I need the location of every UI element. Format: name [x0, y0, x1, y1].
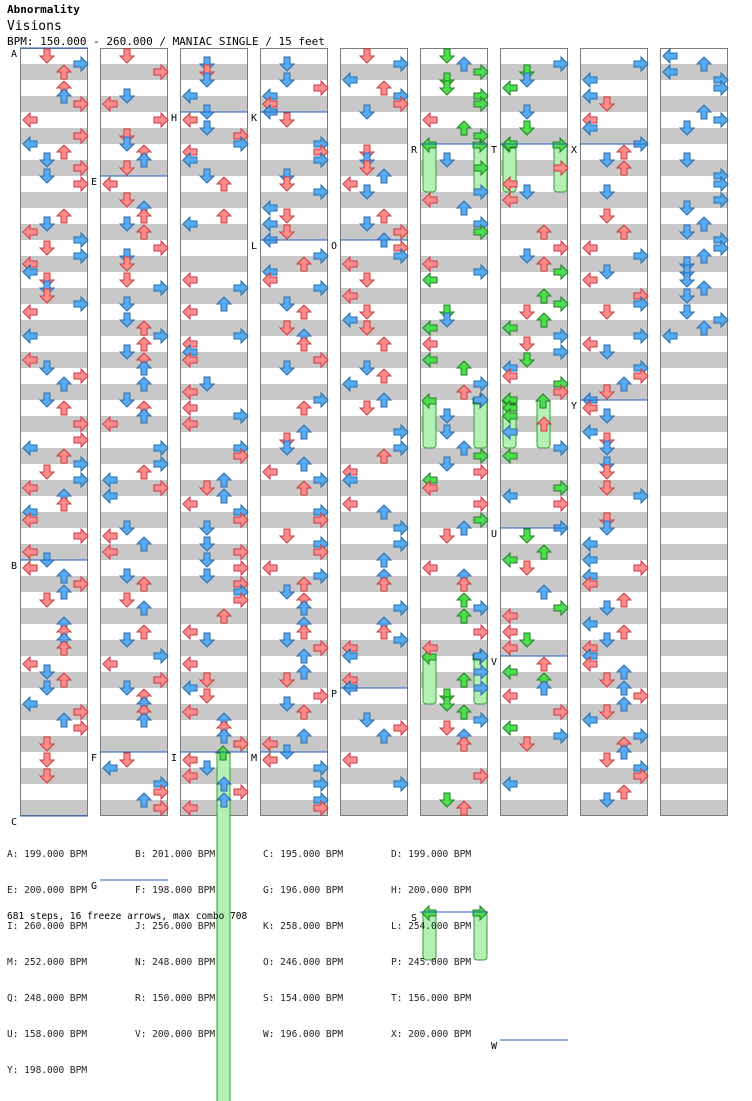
beat-stripe	[340, 560, 408, 576]
chart-summary: 681 steps, 16 freeze arrows, max combo 708	[7, 911, 248, 922]
bpm-entry: S: 154.000 BPM	[263, 993, 344, 1004]
beat-stripe	[180, 640, 248, 656]
beat-stripe	[660, 752, 728, 768]
beat-stripe	[660, 560, 728, 576]
beat-stripe	[180, 608, 248, 624]
beat-stripe	[20, 784, 88, 800]
beat-stripe	[100, 384, 168, 400]
bpm-entry: P: 245.000 BPM	[391, 957, 472, 968]
beat-stripe	[660, 768, 728, 784]
beat-stripe	[660, 576, 728, 592]
beat-stripe	[260, 304, 328, 320]
bpm-entry: E: 200.000 BPM	[7, 885, 88, 896]
beat-stripe	[660, 432, 728, 448]
beat-stripe	[660, 736, 728, 752]
beat-stripe	[340, 336, 408, 352]
section-marker: A	[11, 49, 18, 60]
bpm-entry: X: 200.000 BPM	[391, 1029, 472, 1040]
beat-stripe	[20, 640, 88, 656]
beat-stripe	[100, 512, 168, 528]
beat-stripe	[660, 592, 728, 608]
beat-stripe	[260, 448, 328, 464]
beat-stripe	[660, 720, 728, 736]
beat-stripe	[580, 800, 648, 816]
beat-stripe	[500, 96, 568, 112]
beat-stripe	[20, 80, 88, 96]
section-marker: E	[91, 177, 98, 188]
beat-stripe	[420, 752, 488, 768]
beat-stripe	[340, 704, 408, 720]
bpm-entry: M: 252.000 BPM	[7, 957, 88, 968]
beat-stripe	[660, 416, 728, 432]
beat-stripe	[180, 176, 248, 192]
beat-stripe	[420, 736, 488, 752]
beat-stripe	[500, 576, 568, 592]
beat-stripe	[100, 304, 168, 320]
section-marker: P	[331, 689, 338, 700]
beat-stripe	[420, 576, 488, 592]
beat-stripe	[660, 464, 728, 480]
section-marker: C	[11, 817, 18, 828]
beat-stripe	[660, 608, 728, 624]
bpm-entry: V: 200.000 BPM	[135, 1029, 216, 1040]
beat-stripe	[660, 384, 728, 400]
section-marker: G	[91, 881, 98, 892]
beat-stripe	[100, 224, 168, 240]
beat-stripe	[100, 688, 168, 704]
bpm-legend-col-2	[135, 825, 215, 1065]
beat-stripe	[580, 592, 648, 608]
beat-stripe	[20, 800, 88, 816]
beat-stripe	[100, 608, 168, 624]
beat-stripe	[20, 608, 88, 624]
beat-stripe	[260, 416, 328, 432]
bpm-legend-col-1	[7, 825, 87, 1101]
bpm-entry: J: 256.000 BPM	[135, 921, 216, 932]
beat-stripe	[100, 736, 168, 752]
beat-stripe	[260, 656, 328, 672]
bpm-entry: I: 260.000 BPM	[7, 921, 88, 932]
beat-stripe	[20, 384, 88, 400]
beat-stripe	[660, 448, 728, 464]
beat-stripe	[660, 624, 728, 640]
beat-stripe	[340, 800, 408, 816]
beat-stripe	[420, 240, 488, 256]
section-marker: W	[491, 1041, 498, 1052]
beat-stripe	[180, 528, 248, 544]
beat-stripe	[660, 640, 728, 656]
song-artist: Visions	[7, 19, 62, 34]
beat-stripe	[260, 64, 328, 80]
beat-stripe	[580, 192, 648, 208]
section-marker: M	[251, 753, 258, 764]
beat-stripe	[660, 96, 728, 112]
bpm-entry: H: 200.000 BPM	[391, 885, 472, 896]
bpm-entry: R: 150.000 BPM	[135, 993, 216, 1004]
beat-stripe	[180, 48, 248, 64]
beat-stripe	[180, 240, 248, 256]
bpm-entry: A: 199.000 BPM	[7, 849, 88, 860]
beat-stripe	[660, 704, 728, 720]
bpm-entry: T: 156.000 BPM	[391, 993, 472, 1004]
beat-stripe	[420, 784, 488, 800]
beat-stripe	[660, 496, 728, 512]
beat-stripe	[580, 224, 648, 240]
beat-stripe	[100, 208, 168, 224]
bpm-entry: U: 158.000 BPM	[7, 1029, 88, 1040]
beat-stripe	[100, 720, 168, 736]
beat-stripe	[580, 176, 648, 192]
chart-info: BPM: 150.000 - 260.000 / MANIAC SINGLE / 15 feet	[7, 35, 325, 48]
chart-column	[660, 48, 728, 816]
section-marker: L	[251, 241, 258, 252]
beat-stripe	[420, 544, 488, 560]
beat-stripe	[660, 784, 728, 800]
bpm-entry: N: 248.000 BPM	[135, 957, 216, 968]
chart-column	[100, 48, 168, 816]
bpm-legend-col-4	[391, 825, 471, 1065]
beat-stripe	[660, 400, 728, 416]
beat-stripe	[20, 400, 88, 416]
beat-stripe	[260, 368, 328, 384]
beat-stripe	[180, 256, 248, 272]
beat-stripe	[100, 144, 168, 160]
beat-stripe	[260, 720, 328, 736]
beat-stripe	[20, 672, 88, 688]
bpm-entry: Y: 198.000 BPM	[7, 1065, 88, 1076]
beat-stripe	[660, 800, 728, 816]
beat-stripe	[180, 464, 248, 480]
beat-stripe	[100, 368, 168, 384]
beat-stripe	[580, 448, 648, 464]
bpm-entry: L: 254.000 BPM	[391, 921, 472, 932]
beat-stripe	[20, 192, 88, 208]
section-marker: I	[171, 753, 178, 764]
beat-stripe	[500, 224, 568, 240]
beat-stripe	[420, 288, 488, 304]
beat-stripe	[660, 544, 728, 560]
beat-stripe	[500, 208, 568, 224]
section-marker: H	[171, 113, 178, 124]
beat-stripe	[100, 400, 168, 416]
section-marker: U	[491, 529, 498, 540]
beat-stripe	[340, 736, 408, 752]
beat-stripe	[260, 624, 328, 640]
beat-stripe	[660, 528, 728, 544]
beat-stripe	[180, 368, 248, 384]
beat-stripe	[580, 160, 648, 176]
beat-stripe	[100, 560, 168, 576]
section-marker: R	[411, 145, 418, 156]
section-marker: V	[491, 657, 498, 668]
section-marker: X	[571, 145, 578, 156]
beat-stripe	[100, 576, 168, 592]
bpm-entry: K: 258.000 BPM	[263, 921, 344, 932]
beat-stripe	[660, 656, 728, 672]
bpm-legend-col-3	[263, 825, 343, 1065]
beat-stripe	[340, 112, 408, 128]
bpm-entry: G: 196.000 BPM	[263, 885, 344, 896]
section-marker: O	[331, 241, 338, 252]
beat-stripe	[500, 112, 568, 128]
beat-stripe	[500, 464, 568, 480]
bpm-entry: Q: 248.000 BPM	[7, 993, 88, 1004]
beat-stripe	[100, 352, 168, 368]
beat-stripe	[340, 576, 408, 592]
section-marker: K	[251, 113, 258, 124]
bpm-entry: O: 246.000 BPM	[263, 957, 344, 968]
beat-stripe	[260, 608, 328, 624]
beat-stripe	[340, 208, 408, 224]
beat-stripe	[180, 720, 248, 736]
beat-stripe	[660, 128, 728, 144]
beat-stripe	[500, 800, 568, 816]
song-title: Abnormality	[7, 3, 80, 16]
beat-stripe	[660, 208, 728, 224]
section-marker: F	[91, 753, 98, 764]
beat-stripe	[660, 144, 728, 160]
bpm-entry: F: 198.000 BPM	[135, 885, 216, 896]
beat-stripe	[260, 48, 328, 64]
beat-stripe	[340, 192, 408, 208]
beat-stripe	[660, 352, 728, 368]
bpm-entry: D: 199.000 BPM	[391, 849, 472, 860]
beat-stripe	[420, 800, 488, 816]
section-marker: T	[491, 145, 498, 156]
beat-stripe	[340, 128, 408, 144]
beat-stripe	[660, 480, 728, 496]
beat-stripe	[660, 368, 728, 384]
beat-stripe	[100, 624, 168, 640]
bpm-entry: W: 196.000 BPM	[263, 1029, 344, 1040]
section-marker: S	[411, 913, 418, 924]
beat-stripe	[580, 784, 648, 800]
beat-stripe	[100, 704, 168, 720]
beat-stripe	[660, 672, 728, 688]
beat-stripe	[20, 624, 88, 640]
section-marker: Y	[571, 401, 578, 412]
beat-stripe	[660, 512, 728, 528]
beat-stripe	[660, 688, 728, 704]
beat-stripe	[180, 192, 248, 208]
beat-stripe	[260, 704, 328, 720]
beat-stripe	[500, 752, 568, 768]
beat-stripe	[20, 208, 88, 224]
beat-stripe	[260, 592, 328, 608]
bpm-entry: C: 195.000 BPM	[263, 849, 344, 860]
beat-stripe	[340, 352, 408, 368]
section-marker: B	[11, 561, 18, 572]
beat-stripe	[100, 80, 168, 96]
bpm-entry: B: 201.000 BPM	[135, 849, 216, 860]
beat-stripe	[260, 336, 328, 352]
